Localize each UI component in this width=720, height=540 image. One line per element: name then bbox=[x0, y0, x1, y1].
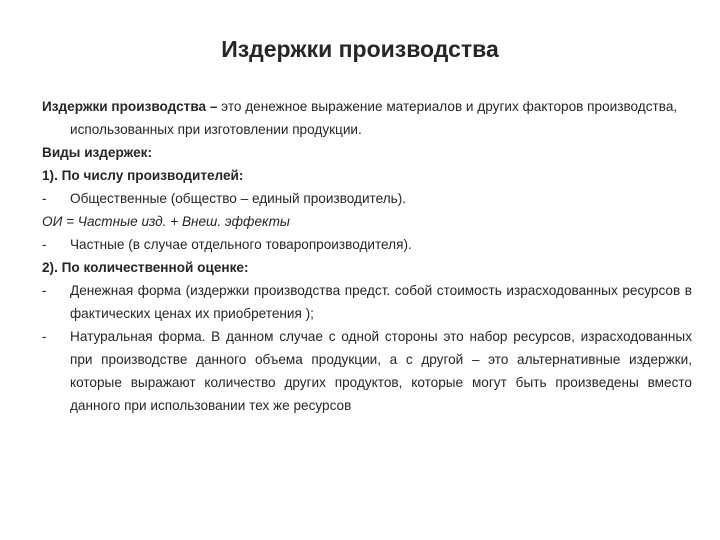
formula: ОИ = Частные изд. + Внеш. эффекты bbox=[42, 214, 290, 229]
dash-marker: - bbox=[42, 283, 47, 298]
item-text: Общественные (общество – единый производитель). bbox=[70, 191, 407, 206]
definition-text: это денежное выражение материалов и других факторов производства, использованных при изготовлении продукции. bbox=[70, 99, 678, 137]
item-text: Натуральная форма. В данном случае с одной стороны это набор ресурсов, израсходованных при производстве данного объема продукции, а с другой – это альтернативные издержки, которые выражают количество других продуктов, которые могут быть произведены вместо данного при использовании тех же ресурсов bbox=[70, 329, 692, 413]
section1-item-private bbox=[42, 233, 692, 256]
definition-term: Издержки производства – bbox=[42, 99, 218, 114]
section2-item-natural bbox=[42, 325, 692, 417]
dash-marker: - bbox=[42, 329, 47, 344]
section2-heading: 2). По количественной оценке: bbox=[42, 260, 249, 275]
section1-item-public bbox=[42, 187, 692, 210]
slide-title: Издержки производства bbox=[221, 36, 499, 62]
item-text: Денежная форма (издержки производства предст. собой стоимость израсходованных ресурсов в фактических ценах их приобретения ); bbox=[70, 283, 692, 321]
types-heading: Виды издержек: bbox=[42, 145, 152, 160]
section1-heading: 1). По числу производителей: bbox=[42, 168, 244, 183]
section2-item-monetary bbox=[42, 279, 692, 325]
dash-marker: - bbox=[42, 237, 47, 252]
dash-marker: - bbox=[42, 191, 47, 206]
item-text: Частные (в случае отдельного товаропроизводителя). bbox=[70, 237, 412, 252]
slide-body bbox=[42, 95, 692, 417]
definition-paragraph bbox=[42, 95, 692, 141]
